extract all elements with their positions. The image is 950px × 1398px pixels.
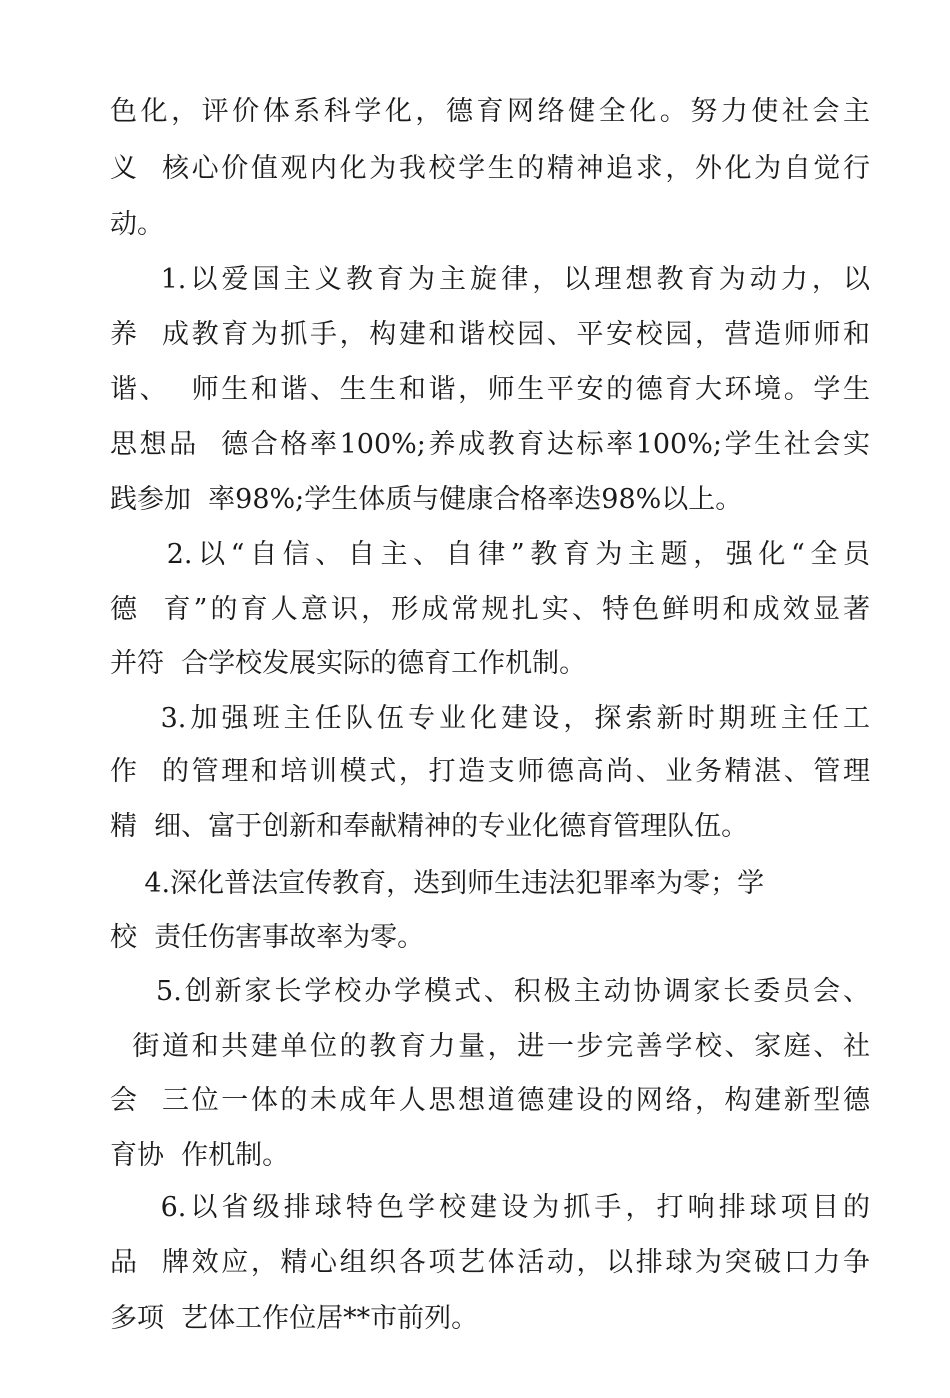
text-line: 色化，评价体系科学化，德育网络健全化。努力使社会主 xyxy=(110,96,870,127)
text-line: 品 牌效应，精心组织各项艺体活动，以排球为突破口力争 xyxy=(110,1247,870,1278)
text-line: 思想品 德合格率100%;养成教育达标率100%;学生社会实 xyxy=(110,429,870,460)
text-line: 街道和共建单位的教育力量，进一步完善学校、家庭、社 xyxy=(110,1031,870,1062)
text-line: 会 三位一体的未成年人思想道德建设的网络，构建新型德 xyxy=(110,1085,870,1116)
text-line: 校 责任伤害事故率为零。 xyxy=(110,922,425,953)
text-line: 1.以爱国主义教育为主旋律，以理想教育为动力，以 xyxy=(110,264,870,295)
text-line: 德 育”的育人意识，形成常规扎实、特色鲜明和成效显著 xyxy=(110,594,870,625)
text-line: 并符 合学校发展实际的德育工作机制。 xyxy=(110,648,587,679)
text-line: 2.以“自信、自主、自律”教育为主题，强化“全员 xyxy=(110,539,870,570)
text-line: 3.加强班主任队伍专业化建设，探索新时期班主任工 xyxy=(110,703,870,734)
text-line: 养 成教育为抓手，构建和谐校园、平安校园，营造师师和 xyxy=(110,319,870,350)
text-line: 作 的管理和培训模式，打造支师德高尚、业务精湛、管理 xyxy=(110,756,870,787)
text-line: 育协 作机制。 xyxy=(110,1140,290,1171)
text-line: 义 核心价值观内化为我校学生的精神追求，外化为自觉行 xyxy=(110,153,870,184)
text-line: 多项 艺体工作位居**市前列。 xyxy=(110,1303,479,1334)
text-line: 动。 xyxy=(110,209,164,240)
text-line: 6.以省级排球特色学校建设为抓手，打响排球项目的 xyxy=(110,1192,870,1223)
text-line: 精 细、富于创新和奉献精神的专业化德育管理队伍。 xyxy=(110,811,749,842)
text-line: 4.深化普法宣传教育，迭到师生违法犯罪率为零；学 xyxy=(110,868,765,899)
text-line: 5.创新家长学校办学模式、积极主动协调家长委员会、 xyxy=(110,976,870,1007)
text-line: 践参加 率98%;学生体质与健康合格率迭98%以上。 xyxy=(110,484,743,515)
text-line: 谐、 师生和谐、生生和谐，师生平安的德育大环境。学生 xyxy=(110,374,870,405)
